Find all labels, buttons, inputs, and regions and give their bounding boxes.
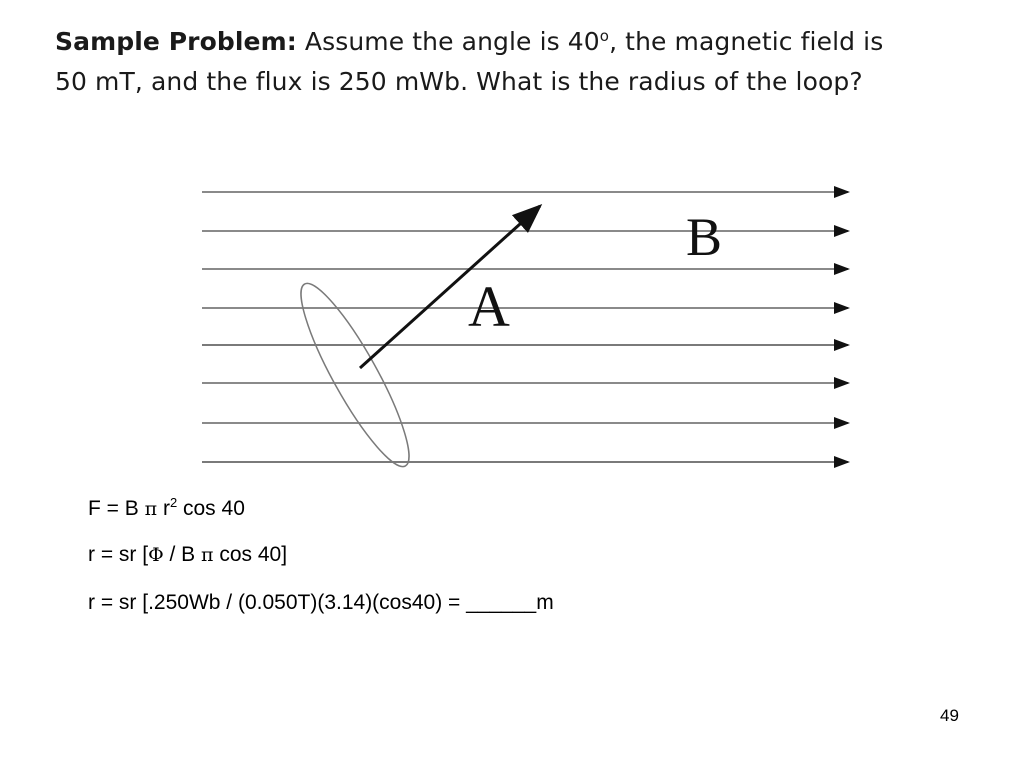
phi-symbol: Φ bbox=[148, 544, 164, 566]
squared-exponent: 2 bbox=[169, 495, 178, 510]
degree-symbol: o bbox=[599, 27, 610, 45]
field-lines bbox=[202, 192, 848, 462]
flux-diagram bbox=[190, 175, 870, 485]
eq2-mid: / B bbox=[163, 543, 202, 566]
problem-statement bbox=[55, 22, 895, 102]
field-label: B bbox=[686, 207, 723, 267]
eq2-rest: cos 40] bbox=[213, 543, 288, 566]
eq1-r: r bbox=[157, 497, 170, 520]
problem-text-b: , the magnetic field is 50 mT, and the flux is 250 mWb. What is the radius of the loop? bbox=[55, 27, 884, 96]
equation-radius-formula bbox=[88, 542, 287, 568]
eq1-lhs: F = B bbox=[88, 497, 145, 520]
pi-symbol: π bbox=[144, 498, 158, 520]
current-loop bbox=[285, 273, 424, 476]
equation-radius-substituted: r = sr [.250Wb / (0.050T)(3.14)(cos40) = ______m bbox=[88, 591, 554, 614]
area-label: A bbox=[468, 274, 510, 339]
page-number: 49 bbox=[940, 706, 959, 725]
eq2-lhs: r = sr [ bbox=[88, 543, 149, 566]
problem-lead: Sample Problem: bbox=[55, 27, 297, 56]
pi-symbol: π bbox=[201, 544, 214, 566]
eq1-rest: cos 40 bbox=[177, 497, 245, 520]
problem-text-a: Assume the angle is 40 bbox=[296, 27, 600, 56]
equation-flux bbox=[88, 496, 245, 522]
